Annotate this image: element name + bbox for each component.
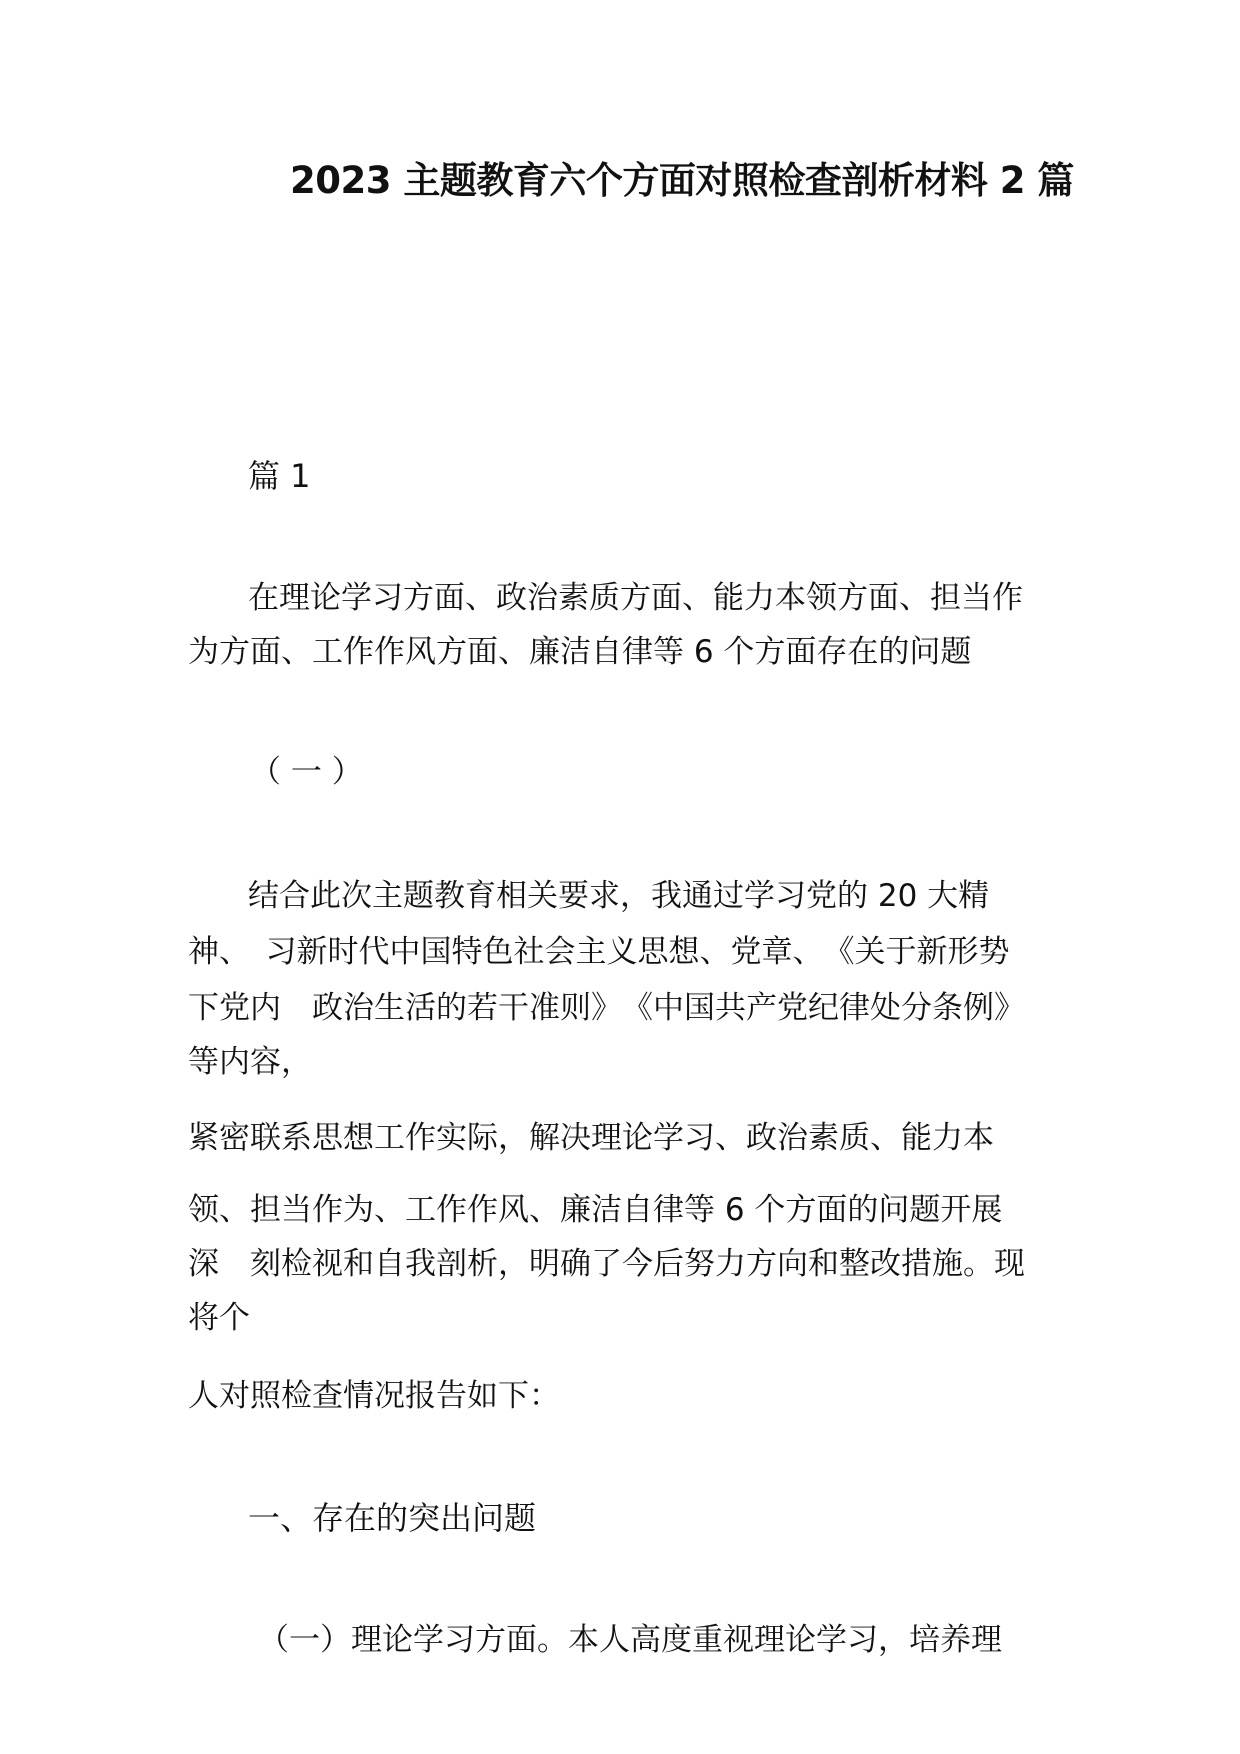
section-heading: 一、存在的突出问题 <box>248 1499 537 1537</box>
paragraph-line: 人对照检查情况报告如下： <box>188 1378 560 1414</box>
paragraph-line: 深 刻检视和自我剖析，明确了今后努力方向和整改措施。现 <box>188 1246 1025 1282</box>
paragraph-line: 领、担当作为、工作作风、廉洁自律等 6 个方面的问题开展 <box>188 1192 1003 1228</box>
intro-line: 为方面、工作作风方面、廉洁自律等 6 个方面存在的问题 <box>188 634 972 670</box>
paragraph-line: 神、 习新时代中国特色社会主义思想、党章、 《关于新形势 <box>188 934 1010 970</box>
paragraph-line: 下党内 政治生活的若干准则》 《中国共产党纪律处分条例》 <box>188 990 1025 1026</box>
paragraph-line: 紧密联系思想工作实际，解决理论学习、政治素质、能力本 <box>188 1120 994 1156</box>
subsection-line: （一）理论学习方面。本人高度重视理论学习，培养理 <box>258 1622 1002 1658</box>
paragraph-line: 将个 <box>188 1300 250 1336</box>
paragraph-line: 结合此次主题教育相关要求，我通过学习党的 20 大精 <box>248 878 990 914</box>
intro-line: 在理论学习方面、政治素质方面、能力本领方面、担当作 <box>248 580 1023 616</box>
paragraph-line: 等内容， <box>188 1044 312 1080</box>
part-marker: （ 一 ） <box>250 754 363 790</box>
section-label: 篇 1 <box>248 457 311 495</box>
document-title: 2023 主题教育六个方面对照检查剖析材料 2 篇 <box>290 159 1074 202</box>
